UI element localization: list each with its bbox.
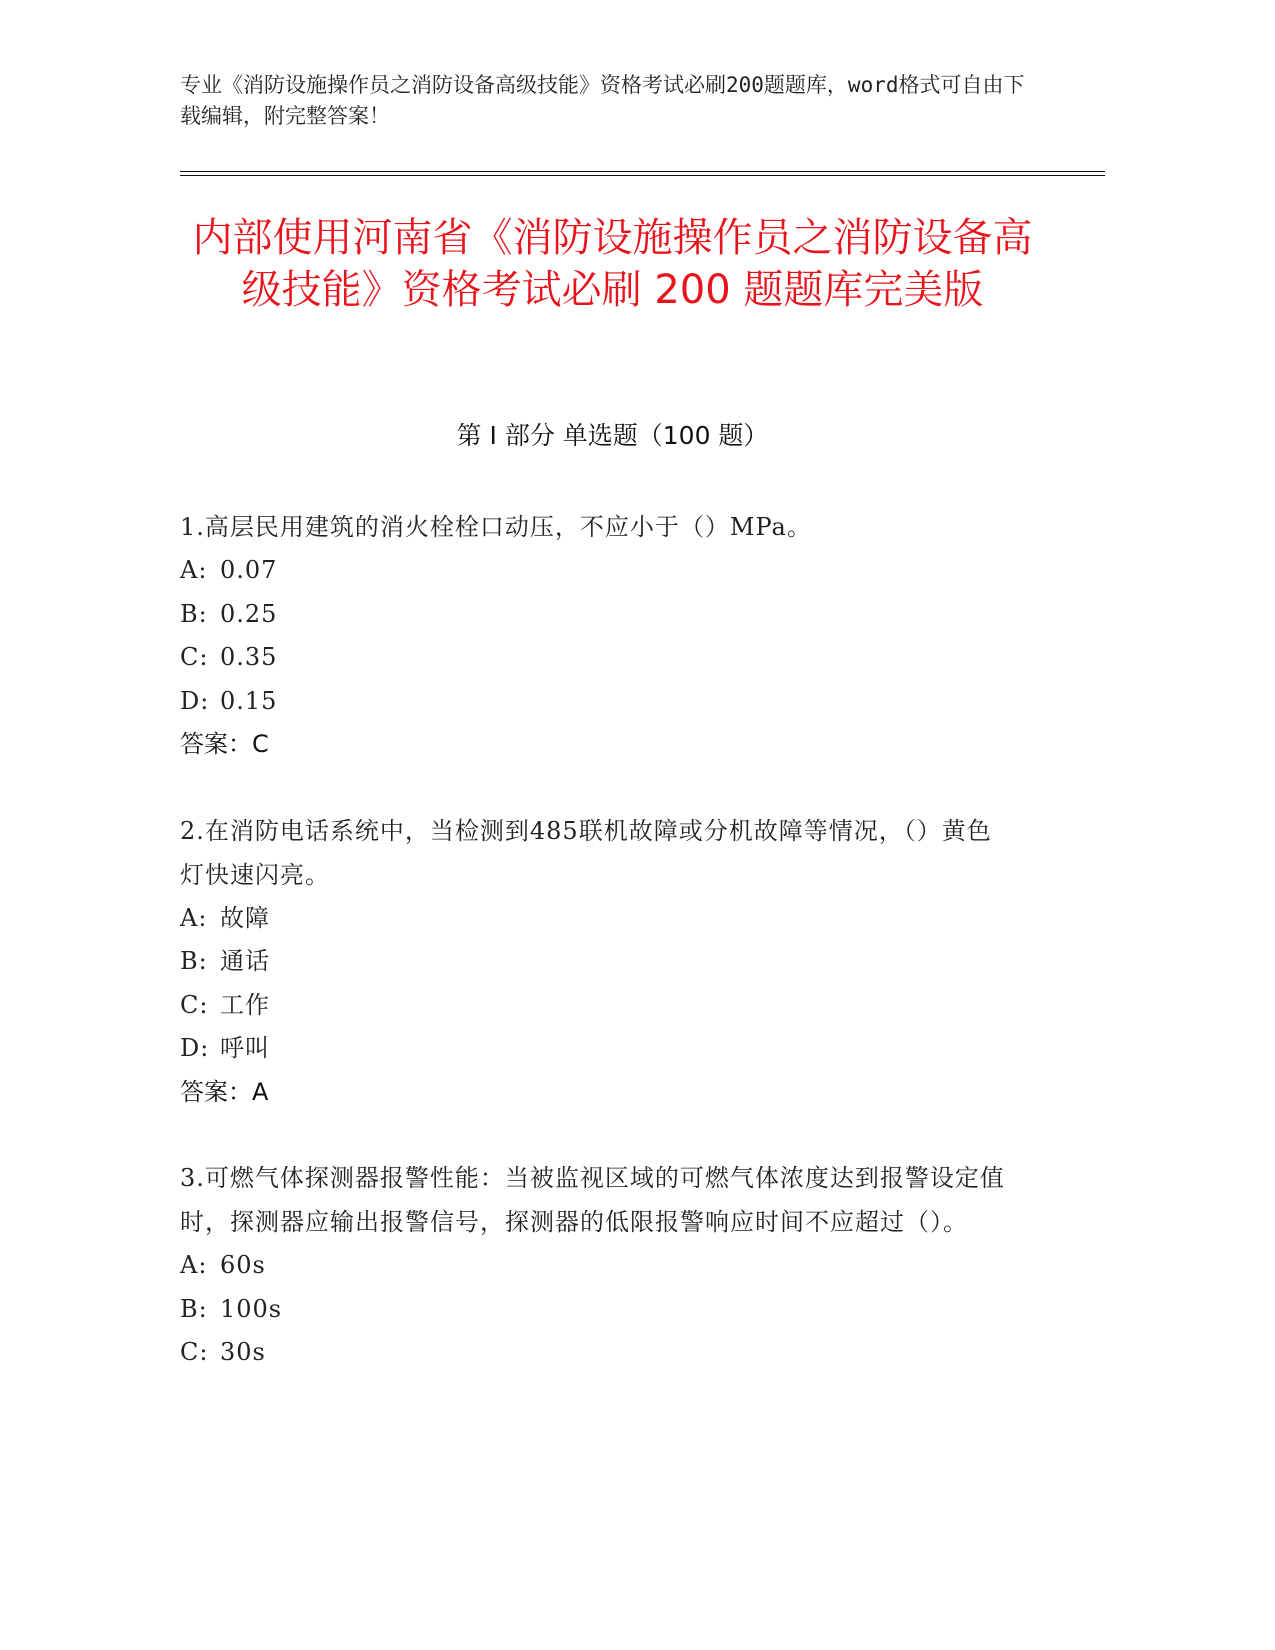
question-stem: 1.高层民用建筑的消火栓栓口动压，不应小于（）MPa。 [180,513,812,541]
option-a [180,549,1015,593]
option-letter: B: [180,599,208,628]
section-heading: 第 I 部分 单选题（100 题） [456,421,769,450]
option-b [180,1288,1015,1332]
option-c [180,636,1015,680]
option-text: 呼叫 [220,1034,270,1062]
option-b [180,593,1015,637]
option-text: 工作 [220,990,270,1019]
document-title: 内部使用河南省《消防设施操作员之消防设备高级技能》资格考试必刷 200 题题库完美版 [192,215,1033,313]
option-d [180,1027,1015,1071]
option-letter: C: [180,990,209,1019]
option-c [180,984,1015,1028]
question-1 [180,505,1015,767]
option-a [180,897,1015,941]
answer: 答案：A [180,1077,269,1106]
answer: 答案：C [180,730,269,758]
option-letter: D: [180,686,210,715]
option-text: 通话 [220,947,270,975]
option-letter: B: [180,947,208,975]
question-2 [180,809,1015,1115]
question-stem: 3.可燃气体探测器报警性能：当被监视区域的可燃气体浓度达到报警设定值时，探测器应输出报警信号，探测器的低限报警响应时间不应超过（）。 [180,1164,1005,1236]
option-letter: A: [180,556,208,584]
header-note: 专业《消防设施操作员之消防设备高级技能》资格考试必刷200题题库，word格式可自由下载编辑，附完整答案！ [180,73,1025,128]
option-letter: A: [180,903,208,932]
option-text: 100s [220,1294,283,1323]
option-text: 0.07 [220,556,278,584]
header-rule-top [180,171,1105,172]
option-letter: C: [180,1338,209,1366]
option-text: 60s [220,1251,266,1279]
option-letter: D: [180,1034,210,1062]
option-letter: C: [180,643,209,671]
option-letter: A: [180,1251,208,1279]
option-c [180,1331,1015,1375]
option-a [180,1244,1015,1288]
question-3 [180,1156,1015,1375]
option-b [180,940,1015,984]
question-list [180,505,1015,1417]
option-text: 0.15 [220,686,278,715]
option-letter: B: [180,1294,208,1323]
option-text: 0.35 [220,643,278,671]
question-stem: 2.在消防电话系统中，当检测到485联机故障或分机故障等情况，（）黄色灯快速闪亮。 [180,816,992,889]
option-text: 30s [220,1338,266,1366]
option-text: 故障 [220,903,270,932]
header-rule-bottom [180,175,1105,176]
option-d [180,680,1015,724]
option-text: 0.25 [220,599,278,628]
